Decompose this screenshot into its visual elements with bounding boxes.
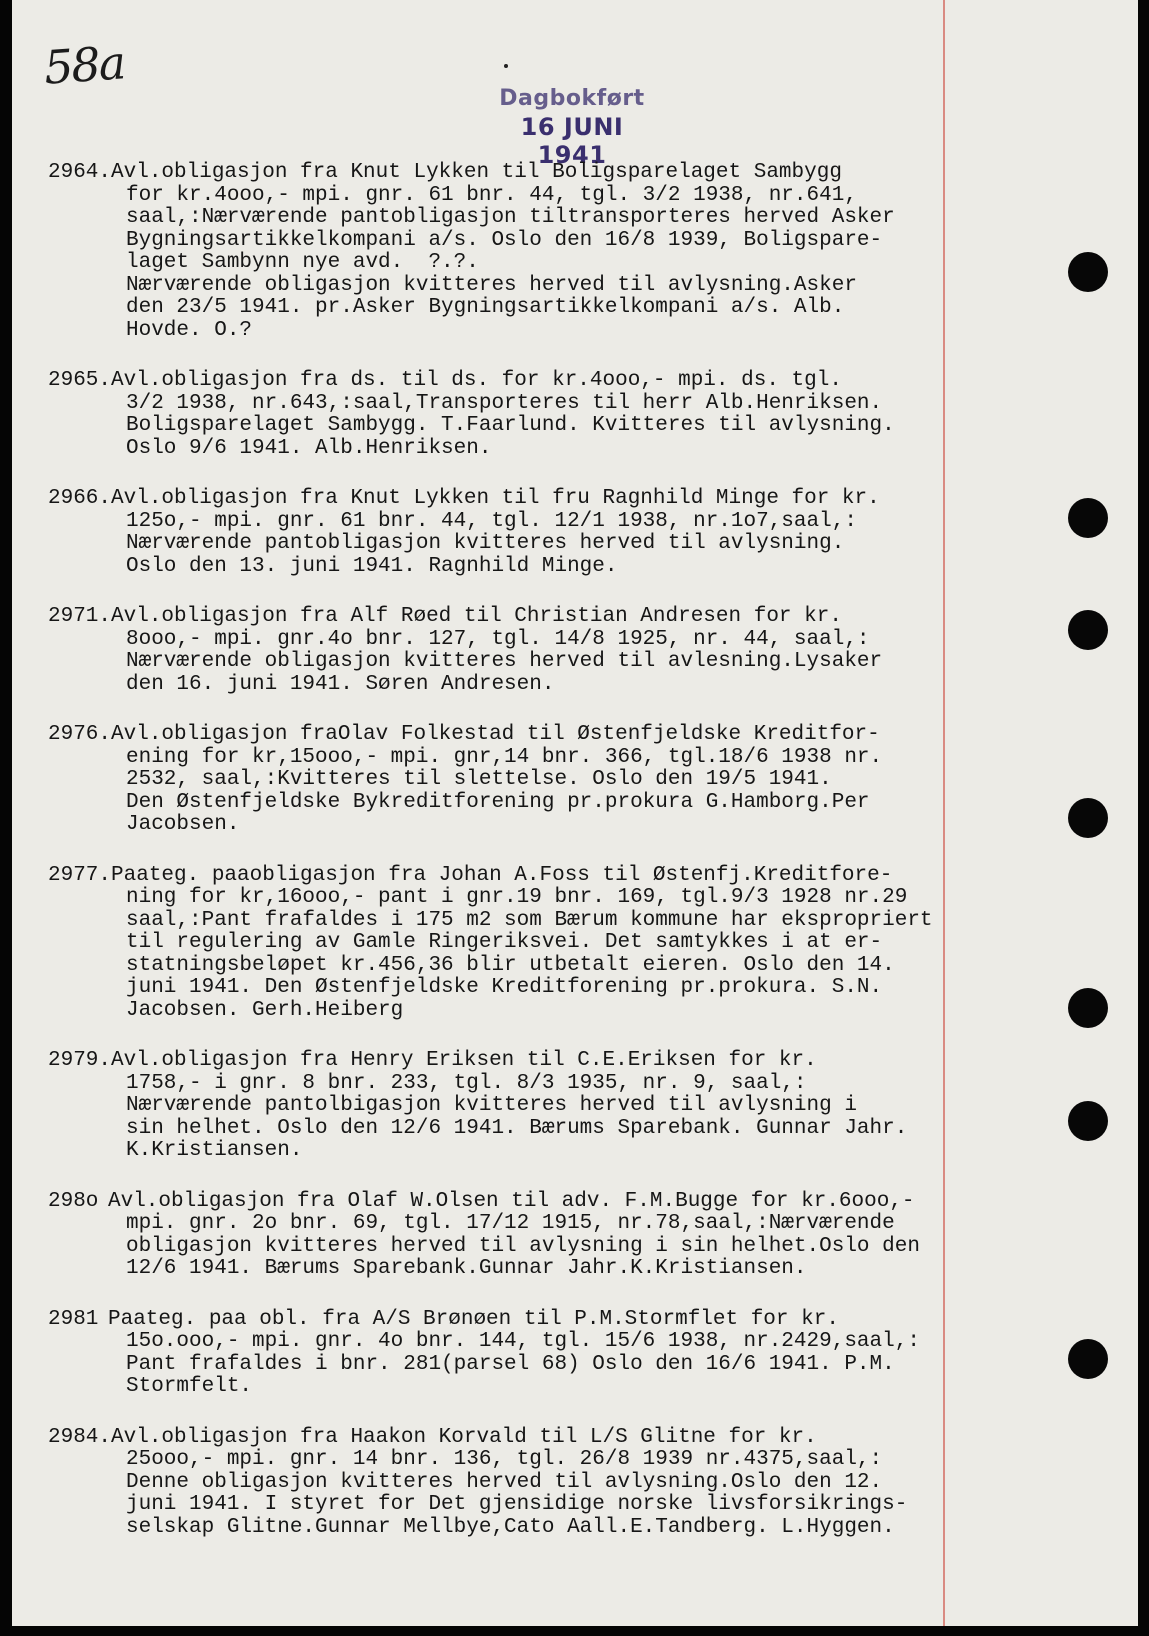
entry-number: 2979. (48, 1049, 112, 1072)
entry-text: Jacobsen. (126, 813, 240, 836)
entry-text: Avl.obligasjon fra Haakon Korvald til L/S Glitne for kr. (111, 1425, 817, 1449)
entry-text-line (48, 252, 968, 275)
entry-text: Avl.obligasjon fra Knut Lykken til fru Ragnhild Minge for kr. (111, 487, 880, 510)
entry-text-line (48, 1050, 968, 1073)
entry-text-line (48, 792, 968, 815)
ledger-entry (48, 370, 968, 460)
entry-text: Avl.obligasjon fra ds. til ds. for kr.4ooo,- mpi. ds. tgl. (111, 369, 842, 392)
entry-text: saal,:Pant frafaldes i 175 m2 som Bærum kommune har ekspropriert (126, 908, 933, 932)
entry-number: 2971. (48, 605, 112, 628)
entry-text-line (48, 1354, 968, 1377)
registration-stamp (482, 86, 662, 169)
entry-text: til regulering av Gamle Ringeriksvei. Det samtykkes i at er- (126, 931, 883, 954)
entry-text: ening for kr,15ooo,- mpi. gnr,14 bnr. 366, tgl.18/6 1938 nr. (126, 745, 883, 769)
entry-text: Nærværende pantobligasjon kvitteres herved til avlysning. (126, 532, 845, 555)
ledger-entry (48, 162, 968, 342)
entry-text-line (48, 1331, 968, 1354)
entry-text-line (48, 1191, 968, 1214)
entry-text-line (48, 814, 968, 837)
entry-text-line (48, 1376, 968, 1399)
entry-text-line (48, 1309, 968, 1332)
entry-text-line (48, 887, 968, 910)
entry-text: selskap Glitne.Gunnar Mellbye,Cato Aall.E.Tandberg. L.Hyggen. (126, 1515, 895, 1539)
entry-text-line (48, 533, 968, 556)
entry-text: den 23/5 1941. pr.Asker Bygningsartikkelkompani a/s. Alb. (126, 296, 845, 319)
entry-text: juni 1941. I styret for Det gjensidige norske livsforsikrings- (126, 1493, 908, 1516)
entry-text-line (48, 297, 968, 320)
entry-text-line (48, 438, 968, 461)
entry-text: Paateg. paaobligasjon fra Johan A.Foss til Østenfj.Kreditfore- (111, 863, 893, 887)
entry-text-line (48, 488, 968, 511)
entry-number: 2976. (48, 723, 112, 746)
entry-text: mpi. gnr. 2o bnr. 69, tgl. 17/12 1915, nr.78,saal,:Nærværende (126, 1212, 895, 1235)
entry-text-line (48, 1517, 968, 1540)
ledger-entry (48, 1427, 968, 1540)
entry-text: Den Østenfjeldske Bykreditforening pr.prokura G.Hamborg.Per (126, 790, 870, 814)
entry-text-line (48, 724, 968, 747)
entry-text-line (48, 1213, 968, 1236)
entry-text: obligasjon kvitteres herved til avlysning i sin helhet.Oslo den (126, 1234, 920, 1258)
entry-text: Stormfelt. (126, 1375, 253, 1398)
entry-text: for kr.4ooo,- mpi. gnr. 61 bnr. 44, tgl. 3/2 1938, nr.641, (126, 183, 857, 207)
entry-text-line (48, 1449, 968, 1472)
entry-text-line (48, 370, 968, 393)
entry-text-line (48, 629, 968, 652)
entry-text: Jacobsen. Gerh.Heiberg (126, 998, 404, 1022)
entry-number: 2964. (48, 161, 112, 184)
entry-text-line (48, 932, 968, 955)
stamp-label: Dagbokført (499, 86, 645, 111)
punch-hole (1068, 1101, 1108, 1141)
ledger-page (12, 0, 1138, 1626)
entry-text: 12/6 1941. Bærums Sparebank.Gunnar Jahr.K.Kristiansen. (126, 1257, 807, 1280)
ledger-entry (48, 1309, 968, 1399)
entry-text-line (48, 651, 968, 674)
entry-text: Boligsparelaget Sambygg. T.Faarlund. Kvitteres til avlysning. (126, 414, 895, 437)
entry-list (48, 162, 968, 1567)
entry-text: saal,:Nærværende pantobligasjon tiltransporteres herved Asker (126, 206, 895, 229)
punch-hole (1068, 1339, 1108, 1379)
entry-text-line (48, 1095, 968, 1118)
ink-dot (504, 64, 508, 68)
ledger-entry (48, 1191, 968, 1281)
entry-text-line (48, 674, 968, 697)
entry-text-line (48, 1494, 968, 1517)
entry-text: ning for kr,16ooo,- pant i gnr.19 bnr. 169, tgl.9/3 1928 nr.29 (126, 886, 908, 909)
entry-text-line (48, 769, 968, 792)
entry-text-line (48, 230, 968, 253)
entry-text-line (48, 1236, 968, 1259)
ledger-entry (48, 488, 968, 578)
entry-number: 298o (48, 1189, 99, 1213)
entry-number: 2965. (48, 369, 112, 392)
entry-text-line (48, 1000, 968, 1023)
entry-text-line (48, 1427, 968, 1450)
entry-text-line (48, 977, 968, 1000)
entry-text-line (48, 865, 968, 888)
entry-text-line (48, 162, 968, 185)
ledger-entry (48, 606, 968, 696)
entry-text: Avl.obligasjon fra Alf Røed til Christian Andresen for kr. (111, 605, 842, 628)
entry-text: Avl.obligasjon fra Henry Eriksen til C.E.Eriksen for kr. (111, 1049, 817, 1072)
punch-hole (1068, 988, 1108, 1028)
entry-text: 125o,- mpi. gnr. 61 bnr. 44, tgl. 12/1 1938, nr.1o7,saal,: (126, 509, 857, 533)
entry-text-line (48, 207, 968, 230)
entry-text: Pant frafaldes i bnr. 281(parsel 68) Oslo den 16/6 1941. P.M. (126, 1352, 895, 1376)
entry-text: juni 1941. Den Østenfjeldske Kreditforening pr.prokura. S.N. (126, 976, 883, 999)
entry-text: Hovde. O.? (126, 318, 253, 342)
entry-text: Oslo 9/6 1941. Alb.Henriksen. (126, 436, 492, 460)
entry-text: den 16. juni 1941. Søren Andresen. (126, 672, 555, 696)
entry-text: 8ooo,- mpi. gnr.4o bnr. 127, tgl. 14/8 1925, nr. 44, saal,: (126, 627, 870, 651)
page-number: 58a (42, 35, 126, 95)
entry-text-line (48, 1073, 968, 1096)
ledger-entry (48, 1050, 968, 1163)
entry-text: sin helhet. Oslo den 12/6 1941. Bærums Sparebank. Gunnar Jahr. (126, 1116, 908, 1140)
entry-text: Oslo den 13. juni 1941. Ragnhild Minge. (126, 554, 618, 578)
entry-text: Nærværende obligasjon kvitteres herved til avlesning.Lysaker (126, 650, 883, 673)
entry-text: Bygningsartikkelkompani a/s. Oslo den 16/8 1939, Boligspare- (126, 228, 883, 252)
entry-text-line (48, 1258, 968, 1281)
entry-text: 15o.ooo,- mpi. gnr. 4o bnr. 144, tgl. 15/6 1938, nr.2429,saal,: (126, 1330, 920, 1353)
entry-number: 2984. (48, 1425, 112, 1449)
entry-text-line (48, 393, 968, 416)
entry-text: Paateg. paa obl. fra A/S Brønøen til P.M.Stormflet for kr. (108, 1307, 839, 1331)
entry-text-line (48, 606, 968, 629)
entry-text-line (48, 1118, 968, 1141)
entry-text: Denne obligasjon kvitteres herved til avlysning.Oslo den 12. (126, 1470, 883, 1494)
entry-text: Avl.obligasjon fra Olaf W.Olsen til adv. F.M.Bugge for kr.6ooo,- (108, 1189, 915, 1213)
entry-text-line (48, 511, 968, 534)
ledger-entry (48, 865, 968, 1023)
entry-text: 3/2 1938, nr.643,:saal,Transporteres til herr Alb.Henriksen. (126, 391, 883, 415)
punch-hole (1068, 252, 1108, 292)
entry-text: Nærværende pantolbigasjon kvitteres herved til avlysning i (126, 1094, 857, 1117)
ledger-entry (48, 724, 968, 837)
entry-text-line (48, 1140, 968, 1163)
entry-number: 2977. (48, 863, 112, 887)
entry-text-line (48, 275, 968, 298)
entry-text-line (48, 747, 968, 770)
entry-text: 2532, saal,:Kvitteres til slettelse. Oslo den 19/5 1941. (126, 768, 832, 791)
entry-text-line (48, 955, 968, 978)
entry-text-line (48, 185, 968, 208)
entry-text-line (48, 1472, 968, 1495)
entry-number: 2966. (48, 487, 112, 510)
entry-text: Avl.obligasjon fraOlav Folkestad til Østenfjeldske Kreditfor- (111, 723, 880, 746)
entry-text: 1758,- i gnr. 8 bnr. 233, tgl. 8/3 1935, nr. 9, saal,: (126, 1071, 807, 1095)
entry-number: 2981 (48, 1307, 99, 1331)
punch-hole (1068, 498, 1108, 538)
entry-text-line (48, 556, 968, 579)
entry-text: 25ooo,- mpi. gnr. 14 bnr. 136, tgl. 26/8 1939 nr.4375,saal,: (126, 1448, 883, 1471)
punch-hole (1068, 610, 1108, 650)
entry-text-line (48, 320, 968, 343)
entry-text: Nærværende obligasjon kvitteres herved til avlysning.Asker (126, 273, 857, 297)
entry-text-line (48, 910, 968, 933)
punch-hole (1068, 798, 1108, 838)
entry-text: laget Sambynn nye avd. ?.?. (126, 251, 479, 274)
entry-text: statningsbeløpet kr.456,36 blir utbetalt eieren. Oslo den 14. (126, 953, 895, 977)
entry-text: K.Kristiansen. (126, 1139, 303, 1162)
entry-text-line (48, 415, 968, 438)
stamp-date: 16 JUNI 1941 (520, 113, 624, 169)
entry-text: Avl.obligasjon fra Knut Lykken til Boligsparelaget Sambygg (111, 161, 842, 184)
